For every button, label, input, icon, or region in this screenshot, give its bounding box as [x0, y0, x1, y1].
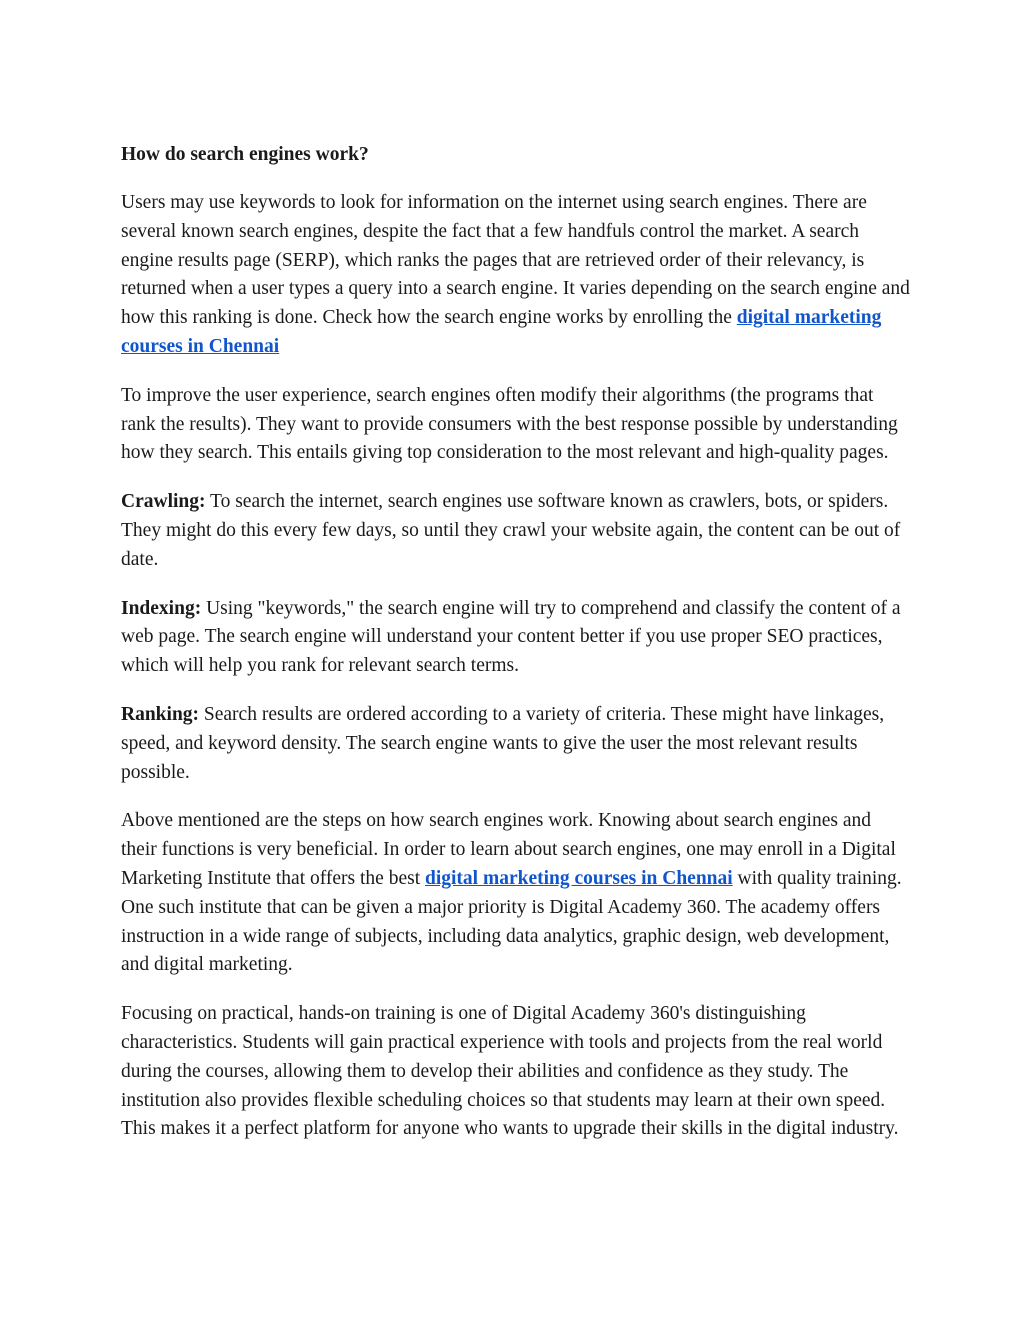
crawling-text: To search the internet, search engines use software known as crawlers, bots, or spiders. They might do this every few days, so until they crawl your website again, the content can be out of date. — [121, 491, 901, 570]
paragraph-crawling — [121, 488, 911, 574]
ranking-label: Ranking: — [121, 703, 200, 725]
paragraph-summary — [121, 807, 911, 980]
paragraph-indexing — [121, 595, 911, 681]
paragraph-summary-before: Above mentioned are the steps on how search engines work. Knowing about search engines and their functions is very beneficial. In order to learn about search engines, one may enroll in a Digital Marketing Institute that offers the best — [121, 810, 896, 889]
indexing-label: Indexing: — [121, 597, 202, 619]
paragraph-academy: Focusing on practical, hands-on training is one of Digital Academy 360's distinguishing characteristics. Students will gain practical experience with tools and projects from the real world during the courses, allowing them to develop their abilities and confidence as they study. The institution also provides flexible scheduling choices so that students may learn at their own speed. This makes it a perfect platform for anyone who wants to upgrade their skills in the digital industry. — [121, 1003, 899, 1140]
digital-marketing-courses-link-2[interactable]: digital marketing courses in Chennai — [424, 867, 733, 889]
document-page — [121, 141, 911, 1164]
ranking-text: Search results are ordered according to a variety of criteria. These might have linkages, speed, and keyword density. The search engine wants to give the user the most relevant results possible. — [121, 703, 885, 783]
indexing-text: Using "keywords," the search engine will try to comprehend and classify the content of a web page. The search engine will understand your content better if you use proper SEO practices, which will help you rank for relevant search terms. — [121, 597, 901, 677]
paragraph-summary-after: with quality training. One such institute that can be given a major priority is Digital Academy 360. The academy offers instruction in a wide range of subjects, including data analytics, graphic design, web development, and digital marketing. — [121, 867, 902, 976]
crawling-label: Crawling: — [121, 491, 206, 513]
paragraph-intro — [121, 189, 911, 362]
paragraph-ranking — [121, 701, 911, 787]
document-heading: How do search engines work? — [121, 144, 369, 165]
digital-marketing-courses-link[interactable]: digital marketing courses in Chennai — [121, 307, 882, 357]
paragraph-algorithms: To improve the user experience, search engines often modify their algorithms (the programs that rank the results). They want to provide consumers with the best response possible by understanding how they search. This entails giving top consideration to the most relevant and high-quality pages. — [121, 384, 898, 464]
paragraph-intro-text: Users may use keywords to look for information on the internet using search engines. There are several known search engines, despite the fact that a few handfuls control the market. A search engine results page (SERP), which ranks the pages that are retrieved order of their relevancy, is returned when a user types a query into a search engine. It varies depending on the search engine and how this ranking is done. Check how the search engine works by enrolling the — [121, 192, 910, 329]
